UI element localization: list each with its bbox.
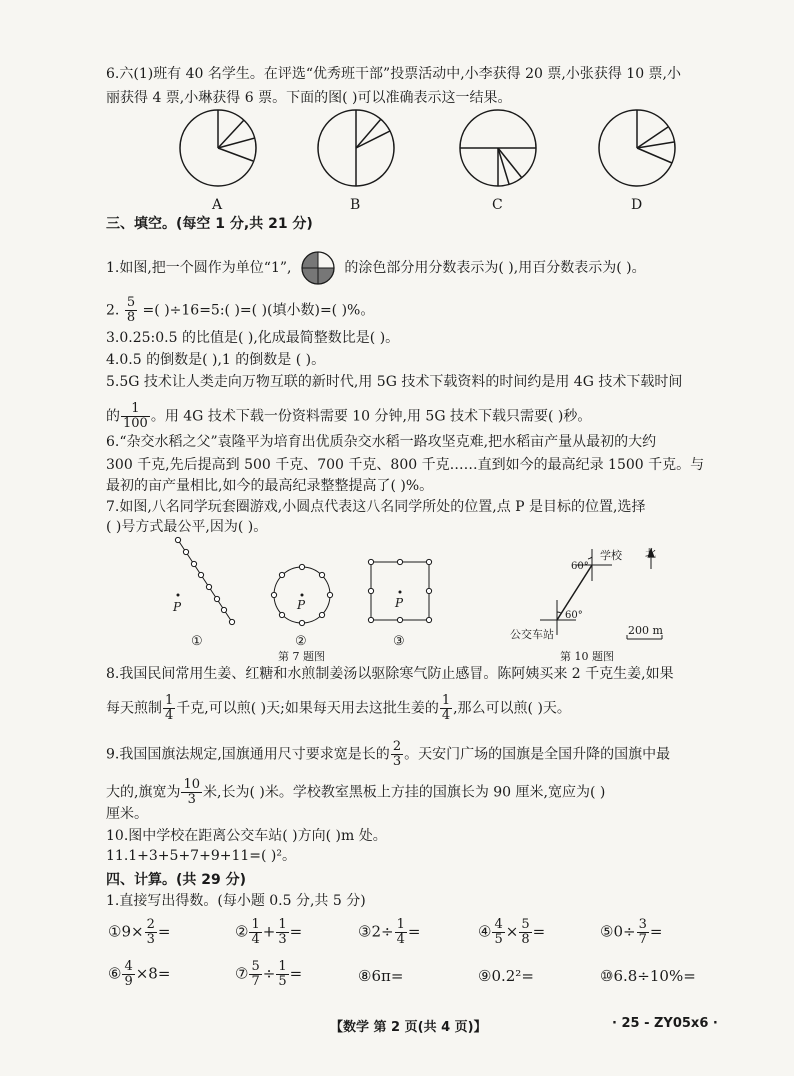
fig7-p-label-1: P — [173, 600, 182, 614]
calc-item-3: ③2÷ $\frac{1}{4}$ = — [358, 917, 421, 947]
s3-q10: 10.图中学校在距离公交车站( )方向( )m 处。 — [106, 828, 387, 844]
calc-item-9: ⑨0.2²= — [478, 967, 534, 985]
calc-item-5: ⑤0÷ $\frac{3}{7}$ = — [600, 917, 663, 947]
calc-item-1: ①9× $\frac{2}{3}$ = — [108, 917, 171, 947]
fig7-num-2: ② — [295, 634, 307, 649]
fraction: $\frac{1}{100}$ — [123, 401, 148, 431]
pie-option-c[interactable] — [460, 110, 536, 186]
footer-page-info: 【数学 第 2 页(共 4 页)】 — [330, 1020, 487, 1035]
map-angle-label-1: 60° — [571, 561, 589, 572]
s3-q7-line2: ( )号方式最公平,因为( )。 — [106, 519, 268, 535]
section3-title: 三、填空。(每空 1 分,共 21 分) — [106, 216, 313, 232]
s3-q5-line1: 5.5G 技术让人类走向万物互联的新时代,用 5G 技术下载资料的时间约是用 4G 技术下载时间 — [106, 374, 683, 390]
option-label-b: B — [350, 197, 361, 213]
option-label-c: C — [492, 197, 503, 213]
fig10-caption: 第 10 题图 — [560, 650, 614, 663]
s3-q6-line3: 最初的亩产量相比,如今的最高纪录整整提高了( )%。 — [106, 478, 434, 494]
s3-q1-part-b: 的涂色部分用分数表示为( ),用百分数表示为( )。 — [344, 260, 646, 276]
fraction: $\frac{2}{3}$ — [392, 739, 402, 769]
s3-q9-line2: 大的,旗宽为 $\frac{10}{3}$ 米,长为( )米。学校教室黑板上方挂的国旗长为 90 厘米,宽应为( ) — [106, 777, 606, 807]
calc-item-4: ④ $\frac{4}{5}$ × $\frac{5}{8}$ = — [478, 917, 546, 947]
map-school-label: 学校 — [600, 549, 622, 562]
map-angle-label-2: 60° — [565, 610, 583, 621]
q6-line2: 丽获得 4 票,小琳获得 6 票。下面的图( )可以准确表示这一结果。 — [106, 90, 512, 106]
map-scale-label: 200 m — [628, 624, 663, 637]
pie-option-d[interactable] — [599, 110, 675, 186]
fig7-num-3: ③ — [393, 634, 405, 649]
s3-q1-part-a: 1.如图,把一个圆作为单位“1”, — [106, 260, 292, 276]
s3-q7-line1: 7.如图,八名同学玩套圈游戏,小圆点代表这八名同学所处的位置,点 P 是目标的位置,选择 — [106, 499, 646, 515]
fig7-p-label-3: P — [395, 596, 404, 610]
calc-item-6: ⑥ $\frac{4}{9}$ ×8= — [108, 959, 171, 989]
s3-q2: 2. $\frac{5}{8}$ =( )÷16=5:( )=( )(填小数)=( )%。 — [106, 295, 375, 325]
fig7-p-label-2: P — [297, 598, 306, 612]
shaded-circle-figure — [296, 250, 340, 286]
fraction: $\frac{5}{8}$ — [126, 295, 136, 325]
s3-q9-line3: 厘米。 — [106, 806, 148, 822]
footer-code: · 25 - ZY05x6 · — [612, 1016, 718, 1031]
fig7-caption: 第 7 题图 — [278, 650, 325, 663]
calc-item-8: ⑧6π= — [358, 967, 404, 985]
s3-q8-line1: 8.我国民间常用生姜、红糖和水煎制姜汤以驱除寒气防止感冒。陈阿姨买来 2 千克生姜,如果 — [106, 666, 674, 682]
fraction: $\frac{1}{4}$ — [441, 693, 451, 723]
s3-q6-line2: 300 千克,先后提高到 500 千克、700 千克、800 千克……直到如今的最高纪录 1500 千克。与 — [106, 457, 705, 473]
s4-sub1: 1.直接写出得数。(每小题 0.5 分,共 5 分) — [106, 893, 366, 909]
calc-item-10: ⑩6.8÷10%= — [600, 967, 696, 985]
fraction: $\frac{10}{3}$ — [183, 777, 200, 807]
fraction: $\frac{1}{4}$ — [165, 693, 174, 723]
s3-q1 — [106, 250, 646, 286]
option-label-d: D — [631, 197, 643, 213]
q6-pie-options — [0, 100, 794, 220]
pie-option-a[interactable] — [180, 110, 256, 186]
fig7-option-2 — [271, 564, 332, 625]
s3-q6-line1: 6.“杂交水稻之父”袁隆平为培育出优质杂交水稻一路攻坚克难,把水稻亩产量从最初的大约 — [106, 434, 657, 450]
option-label-a: A — [212, 197, 223, 213]
fig7-num-1: ① — [191, 634, 203, 649]
s3-q4: 4.0.5 的倒数是( ),1 的倒数是 ( )。 — [106, 352, 326, 368]
calc-item-2: ② $\frac{1}{4}$ + $\frac{1}{3}$ = — [235, 917, 303, 947]
s3-q9-line1: 9.我国国旗法规定,国旗通用尺寸要求宽是长的 $\frac{2}{3}$ 。天安门广场的国旗是全国升降的国旗中最 — [106, 739, 671, 769]
map-bus-label: 公交车站 — [510, 628, 554, 641]
s3-q11: 11.1+3+5+7+9+11=( )²。 — [106, 848, 296, 864]
map-north-label: 北 — [645, 547, 656, 560]
section4-title: 四、计算。(共 29 分) — [106, 872, 247, 888]
s3-q3: 3.0.25:0.5 的比值是( ),化成最简整数比是( )。 — [106, 330, 400, 346]
s3-q5-line2: 的 $\frac{1}{100}$ 。用 4G 技术下载一份资料需要 10 分钟,用 5G 技术下载只需要( )秒。 — [106, 401, 592, 431]
calc-item-7: ⑦ $\frac{5}{7}$ ÷ $\frac{1}{5}$ = — [235, 959, 303, 989]
fig7-option-3 — [368, 559, 431, 622]
q6-line1: 6.六(1)班有 40 名学生。在评选“优秀班干部”投票活动中,小李获得 20 票,小张获得 10 票,小 — [106, 66, 681, 82]
fig7-option-1 — [175, 537, 234, 624]
s3-q8-line2: 每天煎制 $\frac{1}{4}$ 千克,可以煎( )天;如果每天用去这批生姜的 $\frac{1}{4}$ ,那么可以煎( )天。 — [106, 693, 571, 723]
pie-option-b[interactable] — [318, 110, 394, 186]
